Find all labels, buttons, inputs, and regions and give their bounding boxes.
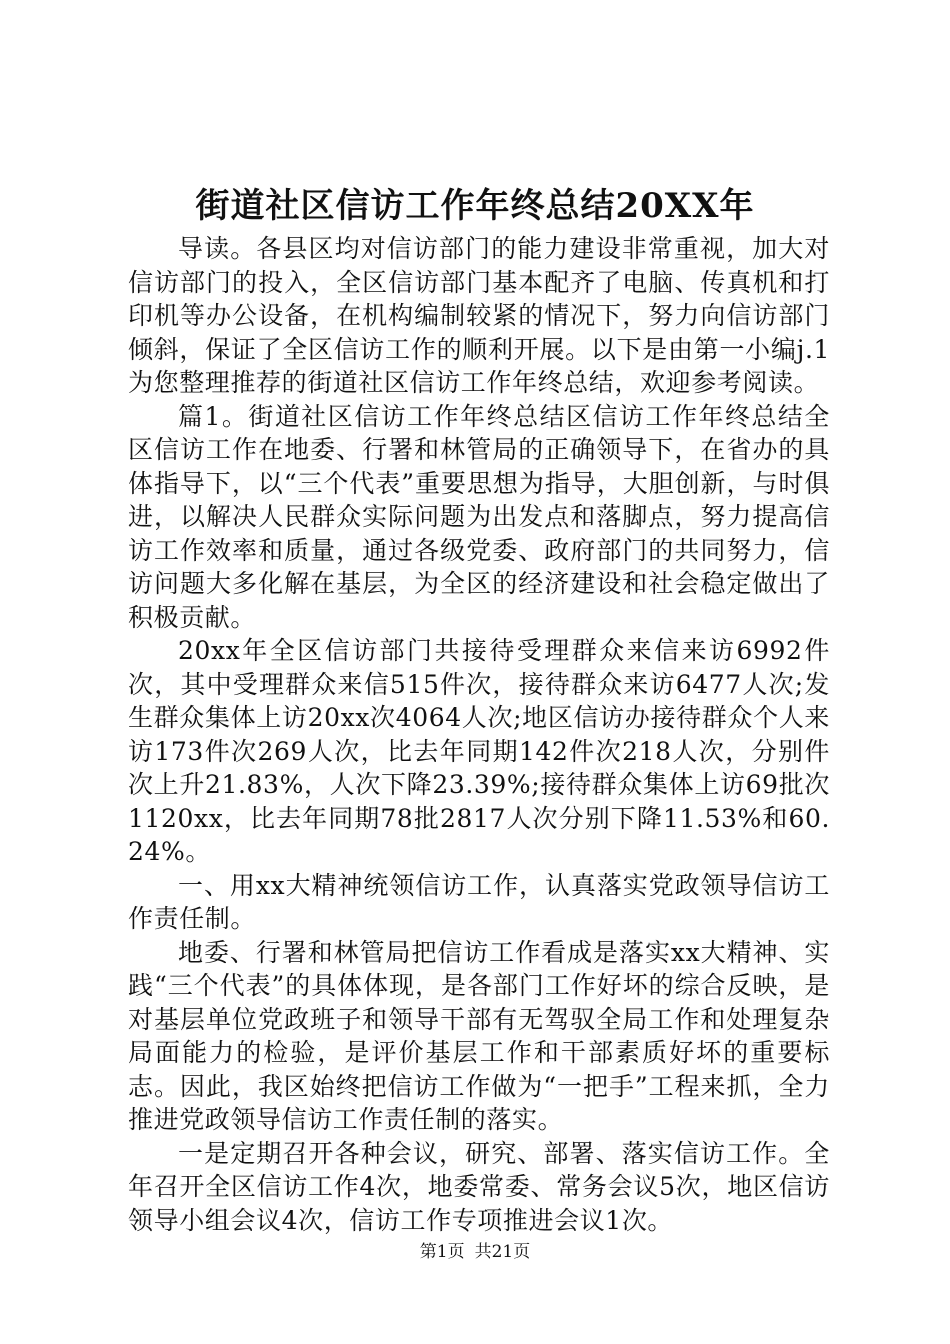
- document-title: 街道社区信访工作年终总结20XX年: [195, 186, 755, 226]
- document-body: [128, 232, 830, 1237]
- paragraph-intro: 导读。各县区均对信访部门的能力建设非常重视，加大对信访部门的投入，全区信访部门基本配齐了电脑、传真机和打印机等办公设备，在机构编制较紧的情况下，努力向信访部门倾斜，保证了全区信访工作的顺利开展。以下是由第一小编j.1为您整理推荐的街道社区信访工作年终总结，欢迎参考阅读。: [128, 234, 830, 397]
- page-number: 第1页: [419, 1242, 465, 1262]
- page-footer: [0, 1240, 950, 1264]
- paragraph-section-heading: 一、用xx大精神统领信访工作，认真落实党政领导信访工作责任制。: [128, 870, 830, 933]
- paragraph-leadership: 地委、行署和林管局把信访工作看成是落实xx大精神、实践“三个代表”的具体体现，是各部门工作好坏的综合反映，是对基层单位党政班子和领导干部有无驾驭全局工作和处理复杂局面能力的检验，是评价基层工作和干部素质好坏的重要标志。因此，我区始终把信访工作做为“一把手”工程来抓，全力推进党政领导信访工作责任制的落实。: [128, 937, 830, 1134]
- paragraph-chapter-1: 篇1。街道社区信访工作年终总结区信访工作年终总结全区信访工作在地委、行署和林管局的正确领导下，在省办的具体指导下，以“三个代表”重要思想为指导，大胆创新，与时俱进，以解决人民群众实际问题为出发点和落脚点，努力提高信访工作效率和质量，通过各级党委、政府部门的共同努力，信访问题大多化解在基层，为全区的经济建设和社会稳定做出了积极贡献。: [128, 401, 830, 632]
- paragraph-statistics: 20xx年全区信访部门共接待受理群众来信来访6992件次，其中受理群众来信515件次，接待群众来访6477人次;发生群众集体上访20xx次4064人次;地区信访办接待群众个人来访173件次269人次，比去年同期142件次218人次，分别件次上升21.83%，人次下降23.39%;接待群众集体上访69批次1120xx，比去年同期78批2817人次分别下降11.53%和60.24%。: [128, 636, 830, 866]
- page-total: 共21页: [474, 1242, 531, 1262]
- paragraph-meetings: 一是定期召开各种会议，研究、部署、落实信访工作。全年召开全区信访工作4次，地委常委、常务会议5次，地区信访领导小组会议4次，信访工作专项推进会议1次。: [128, 1138, 830, 1235]
